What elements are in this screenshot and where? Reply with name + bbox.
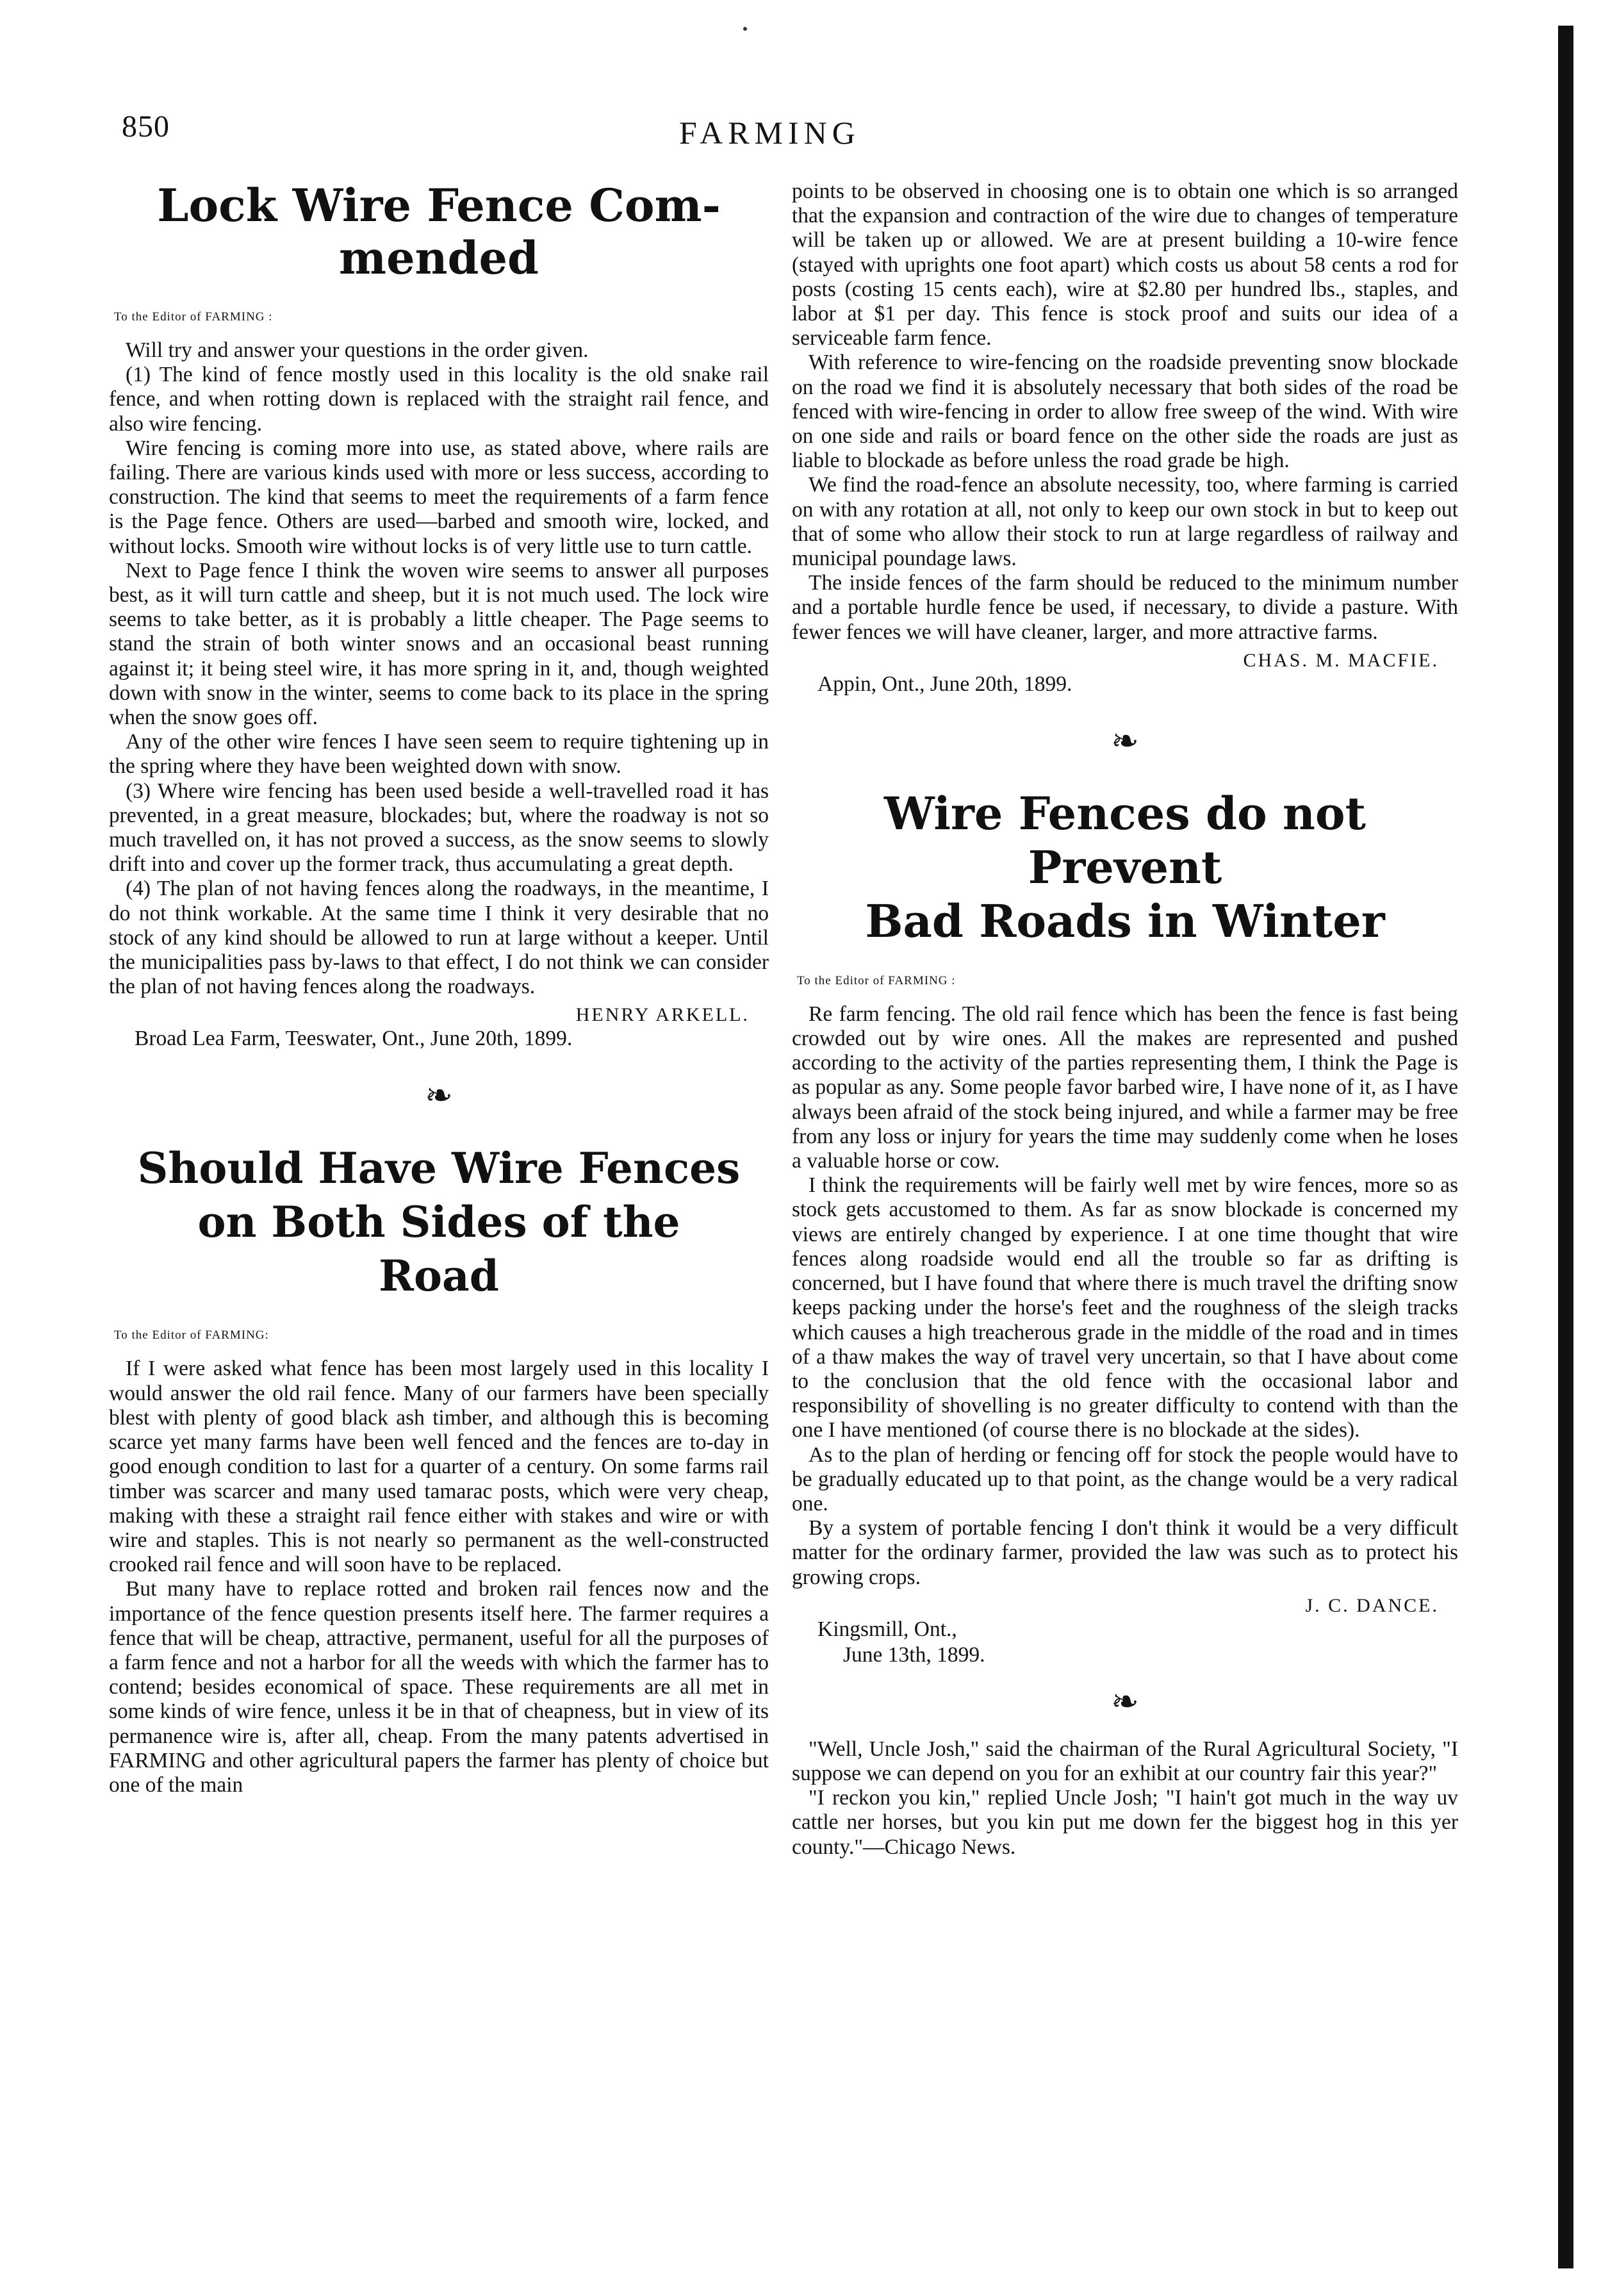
article-1-paragraph: (3) Where wire fencing has been used beside a well-travelled road it has prevented, in a great measure, blockades; but, where the roadway is not so much travelled on, it has not proved a success, as the snow seems to slowly drift into and cover up the former track, thus accumulating a great depth.: [109, 779, 769, 877]
article-3-dateline: Kingsmill, Ont.,: [817, 1617, 957, 1641]
article-2-paragraph: points to be observed in choosing one is to obtain one which is so arranged that the expansion and contraction of the wire due to changes of temperature will be taken up or allowed. We are at present building a 10-wire fence (stayed with uprights one foot apart) which costs us about 58 cents a rod for posts (costing 15 cents each), wire at $2.80 per hundred lbs., staples, and labor at $1 per day. This fence is stock proof and suits our idea of a serviceable farm fence.: [792, 179, 1458, 351]
article-1-title-line: mended: [339, 231, 539, 285]
article-3-title: [792, 787, 1458, 948]
article-2-paragraph: The inside fences of the farm should be reduced to the minimum number and a portable hurdle fence be used, if necessary, to divide a pasture. With fewer fences we will have cleaner, larger, and more attractive farms.: [792, 571, 1458, 644]
article-1-title-line: Lock Wire Fence Com-: [157, 179, 721, 232]
article-2-title: [109, 1141, 769, 1303]
article-2-paragraph: But many have to replace rotted and broken rail fences now and the importance of the fence question presents itself here. The farmer requires a fence that will be cheap, attractive, permanent, useful for all the purposes of a farm fence and not a harbor for all the weeds with which the farmer has to contend; besides economical of space. These requirements are all met in some kinds of wire fence, unless it be in that of cheapness, but in view of its permanence wire is, after all, cheap. From the many patents advertised in FARMING and other agricultural papers the farmer has plenty of choice but one of the main: [109, 1577, 769, 1797]
article-1-paragraph: Next to Page fence I think the woven wire seems to answer all purposes best, as it will turn cattle and sheep, but it is not much used. The lock wire seems to take better, as it is probably a little cheaper. The Page seems to stand the strain of both winter snows and an occasional beast running against it; it being steel wire, it has more spring in it, and, though weighted down with snow in the winter, seems to come back to its place in the spring when the snow goes off.: [109, 558, 769, 730]
article-1-paragraph: (1) The kind of fence mostly used in this locality is the old snake rail fence, and when rotting down is replaced with the straight rail fence, and also wire fencing.: [109, 363, 769, 436]
left-column: [109, 179, 769, 1797]
article-1-dateline: Broad Lea Farm, Teeswater, Ont., June 20th, 1899.: [135, 1027, 573, 1051]
running-head: FARMING: [679, 115, 860, 151]
article-2-paragraph: With reference to wire-fencing on the roadside preventing snow blockade on the road we find it is absolutely necessary that both sides of the road be fenced with wire-fencing in order to allow free sweep of the wind. With wire on one side and rails or board fence on the other side the roads are just as liable to blockade as before unless the road grade be high.: [792, 351, 1458, 473]
article-2-paragraph: If I were asked what fence has been most largely used in this locality I would answer the old rail fence. Many of our farmers have been specially blest with plenty of good black ash timber, and although this is becoming scarce yet many farms have been well fenced and the fences are to-day in good enough condition to last for a quarter of a century. On some farms rail timber was scarcer and many used tamarac posts, which were very cheap, making with these a straight rail fence either with stakes and wire or with wire and staples. This is not nearly so permanent as the well-constructed crooked rail fence and will soon have to be replaced.: [109, 1357, 769, 1577]
article-1-signature: HENRY ARKELL.: [575, 1004, 750, 1026]
article-3-title-line: Wire Fences do not Prevent: [884, 786, 1366, 894]
article-2-title-line: on Both Sides of the: [197, 1197, 680, 1248]
article-1-paragraph: (4) The plan of not having fences along the roadways, in the meantime, I do not think workable. At the same time I think it very desirable that no stock of any kind should be allowed to run at large without a keeper. Until the municipalities pass by-laws to that effect, I do not think we can consider the plan of not having fences along the roadways.: [109, 877, 769, 999]
article-1-paragraph: Will try and answer your questions in the order given.: [126, 338, 589, 362]
article-3-dateline: June 13th, 1899.: [843, 1642, 985, 1667]
binding-edge-bar: [1558, 26, 1573, 2268]
article-3-paragraph: As to the plan of herding or fencing off for stock the people would have to be gradually educated up to that point, as the change would be a very radical one.: [792, 1442, 1458, 1516]
article-2-to-editor: To the Editor of FARMING:: [114, 1328, 269, 1342]
article-3-to-editor: To the Editor of FARMING :: [797, 973, 956, 987]
ornament-divider: ❧: [1111, 723, 1139, 760]
article-3-title-line: Bad Roads in Winter: [865, 894, 1385, 948]
article-3-paragraph: I think the requirements will be fairly well met by wire fences, more so as stock gets accustomed to them. As far as snow blockade is concerned my views are entirely changed by experience. I at one time thought that wire fences along roadside would end all the trouble so far as drifting is concerned, but I have found that where there is much travel the drifting snow keeps packing under the horse's feet and the roughness of the sleigh tracks which causes a high treacherous grade in the middle of the road and in times of a thaw makes the way of travel very uncertain, so that I have about come to the conclusion that the old fence with the occasional labor and responsibility of shovelling is no greater difficulty to contend with than the one I have mentioned (of course there is no blockade at the sides).: [792, 1173, 1458, 1442]
article-1-paragraph: Any of the other wire fences I have seen seem to require tightening up in the spring where they have been weighted down with snow.: [109, 730, 769, 779]
ornament-divider: ❧: [1111, 1683, 1139, 1721]
article-2-title-line: Should Have Wire Fences: [137, 1143, 741, 1194]
ornament-divider: ❧: [425, 1078, 453, 1115]
print-speck: [743, 27, 747, 31]
article-3-paragraph: By a system of portable fencing I don't think it would be a very difficult matter for the ordinary farmer, provided the law was such as to protect his growing crops.: [792, 1516, 1458, 1589]
anecdote-paragraph: "I reckon you kin," replied Uncle Josh; "I hain't got much in the way uv cattle ner horses, but you kin put me down fer the biggest hog in this yer county."—Chicago News.: [792, 1786, 1458, 1859]
article-2-dateline: Appin, Ont., June 20th, 1899.: [817, 672, 1072, 696]
article-3-paragraph: Re farm fencing. The old rail fence which has been the fence is fast being crowded out by wire ones. All the makes are represented and pushed according to the activity of the parties representing them, I think the Page is as popular as any. Some people favor barbed wire, I have none of it, as I have always been afraid of the stock being injured, and while a farmer may be free from any loss or injury for years the time may suddenly come when he loses a valuable horse or cow.: [792, 1002, 1458, 1173]
article-2-signature: CHAS. M. MACFIE.: [1243, 649, 1439, 671]
page-number: 850: [122, 110, 170, 144]
article-3-signature: J. C. DANCE.: [1305, 1594, 1439, 1616]
article-1-to-editor: To the Editor of FARMING :: [114, 310, 273, 324]
article-1-title: [109, 179, 769, 285]
right-column: [792, 179, 1458, 1860]
anecdote-paragraph: "Well, Uncle Josh," said the chairman of the Rural Agricultural Society, "I suppose we can depend on you for an exhibit at our country fair this year?": [792, 1737, 1458, 1785]
article-2-paragraph: We find the road-fence an absolute necessity, too, where farming is carried on with any rotation at all, not only to keep our own stock in but to keep out that of some who allow their stock to run at large regardless of railway and municipal poundage laws.: [792, 473, 1458, 571]
article-2-title-line: Road: [379, 1251, 499, 1301]
article-1-paragraph: Wire fencing is coming more into use, as stated above, where rails are failing. There are various kinds used with more or less success, according to construction. The kind that seems to meet the requirements of a farm fence is the Page fence. Others are used—barbed and smooth wire, locked, and without locks. Smooth wire without locks is of very little use to turn cattle.: [109, 436, 769, 558]
